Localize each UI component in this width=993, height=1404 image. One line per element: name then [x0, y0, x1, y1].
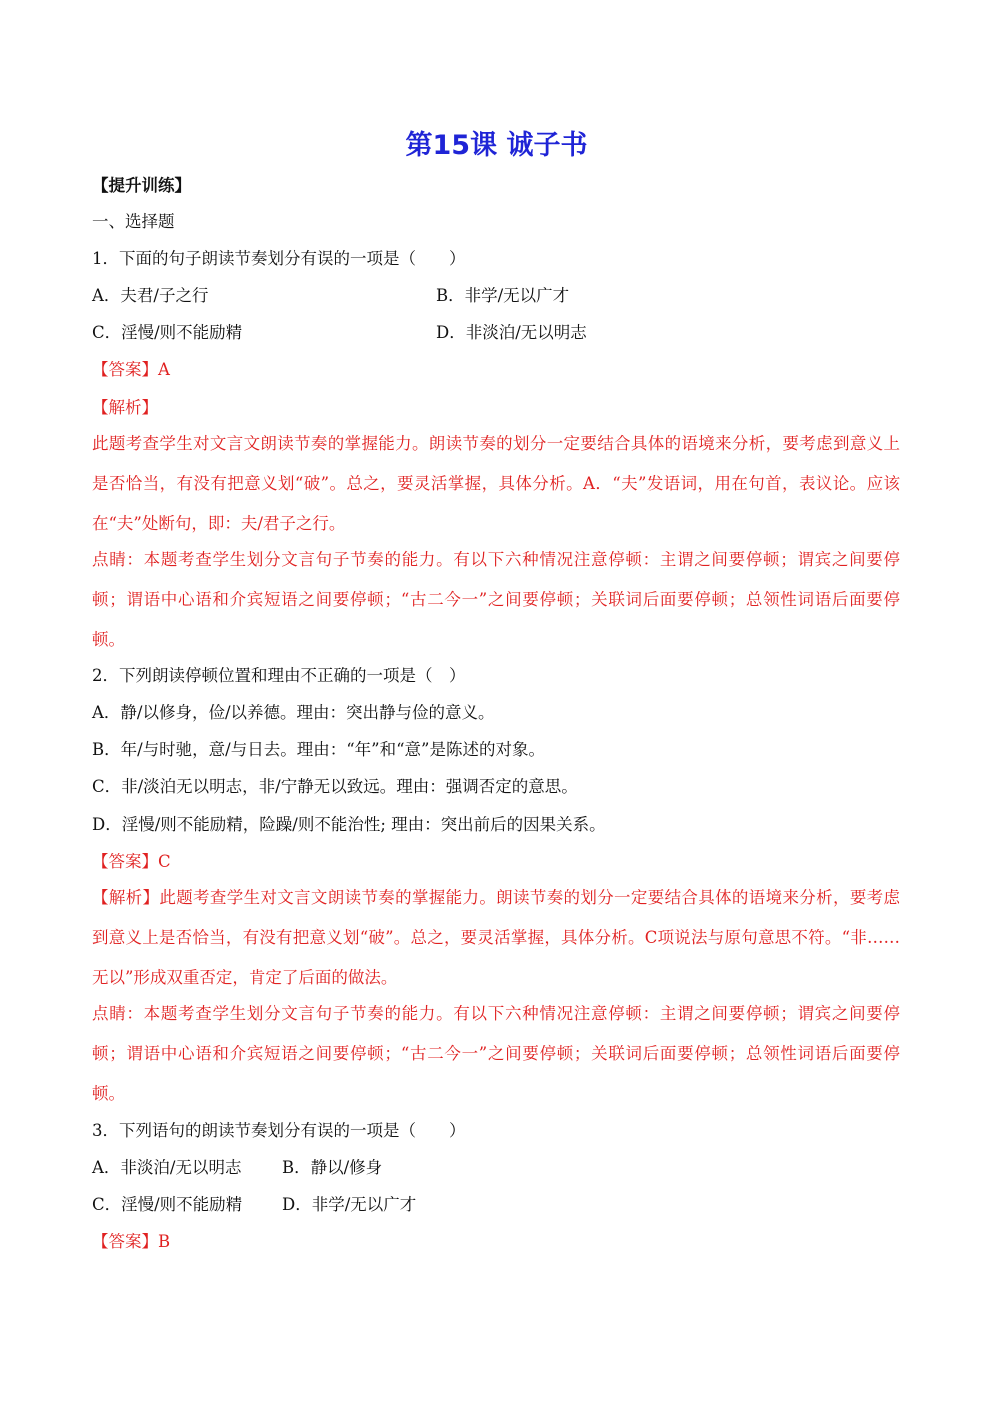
q2-option-d: D．淫慢/则不能励精，险躁/则不能治性; 理由：突出前后的因果关系。	[92, 815, 606, 834]
q2-answer: 【答案】C	[92, 852, 171, 871]
q1-option-b: B．非学/无以广才	[436, 286, 570, 305]
q1-tip: 点睛：本题考查学生划分文言句子节奏的能力。有以下六种情况注意停顿：主谓之间要停顿；谓宾之间要停顿；谓语中心语和介宾短语之间要停顿；“古二今一”之间要停顿；关联词后面要停顿；总领性词语后面要停顿。	[92, 550, 900, 649]
q1-option-d: D．非淡泊/无以明志	[436, 323, 587, 342]
q1-analysis-label: 【解析】	[92, 398, 158, 417]
q2-stem: 2．下列朗读停顿位置和理由不正确的一项是（ ）	[92, 666, 466, 685]
q1-analysis: 此题考查学生对文言文朗读节奏的掌握能力。朗读节奏的划分一定要结合具体的语境来分析，要考虑到意义上是否恰当，有没有把意义划“破”。总之，要灵活掌握，具体分析。A．“夫”发语词，用在句首，表议论。应该在“夫”处断句，即：夫/君子之行。	[92, 434, 900, 533]
q1-option-a: A．夫君/子之行	[92, 286, 209, 305]
q2-tip: 点睛：本题考查学生划分文言句子节奏的能力。有以下六种情况注意停顿：主谓之间要停顿；谓宾之间要停顿；谓语中心语和介宾短语之间要停顿；“古二今一”之间要停顿；关联词后面要停顿；总领性词语后面要停顿。	[92, 1004, 900, 1103]
q3-stem: 3．下列语句的朗读节奏划分有误的一项是（ ）	[92, 1121, 466, 1140]
q3-option-c: C．淫慢/则不能励精	[92, 1195, 243, 1214]
q2-option-b: B．年/与时驰，意/与日去。理由：“年”和“意”是陈述的对象。	[92, 740, 545, 759]
part-heading: 一、选择题	[92, 212, 175, 231]
page-title: 第15课 诚子书	[405, 130, 588, 161]
q2-option-c: C．非/淡泊无以明志，非/宁静无以致远。理由：强调否定的意思。	[92, 777, 578, 796]
q3-option-d: D．非学/无以广才	[282, 1195, 417, 1214]
section-header: 【提升训练】	[92, 176, 191, 195]
q2-option-a: A．静/以修身，俭/以养德。理由：突出静与俭的意义。	[92, 703, 495, 722]
q1-option-c: C．淫慢/则不能励精	[92, 323, 243, 342]
q1-stem: 1．下面的句子朗读节奏划分有误的一项是（ ）	[92, 249, 466, 268]
q3-answer: 【答案】B	[92, 1232, 171, 1251]
q3-option-a: A．非淡泊/无以明志	[92, 1158, 242, 1177]
q1-answer: 【答案】A	[92, 360, 170, 379]
q3-option-b: B．静以/修身	[282, 1158, 383, 1177]
q2-analysis: 【解析】此题考查学生对文言文朗读节奏的掌握能力。朗读节奏的划分一定要结合具体的语境来分析，要考虑到意义上是否恰当，有没有把意义划“破”。总之，要灵活掌握，具体分析。C项说法与原句意思不符。“非……无以”形成双重否定，肯定了后面的做法。	[92, 888, 900, 987]
